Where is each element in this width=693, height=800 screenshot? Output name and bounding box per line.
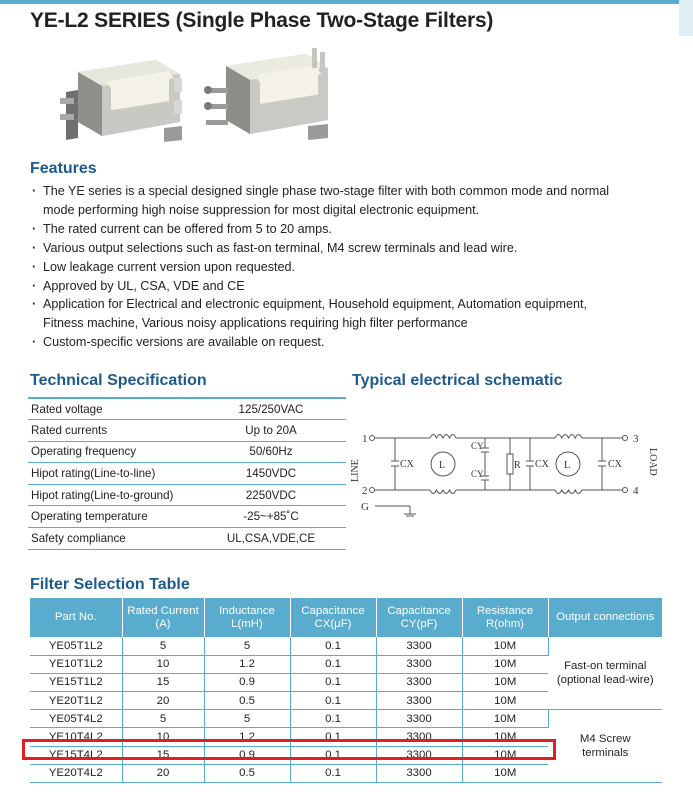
spec-value: 125/250VAC [196, 398, 346, 420]
table-cell: 10 [122, 655, 204, 673]
spec-value: 50/60Hz [196, 441, 346, 463]
table-cell: 1.2 [204, 655, 290, 673]
column-header-line: Capacitance [301, 604, 365, 617]
spec-row [28, 398, 346, 420]
column-header-unit: CY(pF) [400, 617, 438, 630]
table-cell: 0.5 [204, 764, 290, 782]
spec-row [28, 463, 346, 485]
schematic-heading: Typical electrical schematic [352, 372, 563, 389]
load-label: LOAD [647, 448, 658, 476]
spec-row [28, 506, 346, 528]
page-title: YE-L2 SERIES (Single Phase Two-Stage Filters) [30, 9, 494, 32]
column-header [548, 598, 662, 637]
table-cell: 0.1 [290, 746, 376, 764]
table-cell: 3300 [376, 746, 462, 764]
column-header-unit: (A) [155, 617, 171, 630]
feature-item: · Various output selections such as fast-on terminal, M4 screw terminals and lead wire. [32, 239, 672, 258]
table-cell: 3300 [376, 710, 462, 728]
column-header-line: Part No. [54, 611, 97, 623]
spec-value: UL,CSA,VDE,CE [196, 528, 346, 550]
spec-row [28, 484, 346, 506]
table-cell: 0.1 [290, 764, 376, 782]
output-connection-cell [548, 637, 662, 710]
spec-label: Safety compliance [28, 528, 196, 550]
column-header-line: Output connections [556, 611, 655, 623]
table-cell: 3300 [376, 673, 462, 691]
part-number-cell: YE20T4L2 [30, 764, 122, 782]
feature-item: · The rated current can be offered from 5 to 20 amps. [32, 220, 672, 239]
spec-value: Up to 20A [196, 420, 346, 442]
column-header-line: Capacitance [387, 604, 451, 617]
table-cell: 15 [122, 673, 204, 691]
spec-label: Operating temperature [28, 506, 196, 528]
column-header [376, 598, 462, 637]
features-heading: Features [30, 160, 97, 177]
part-number-cell: YE20T1L2 [30, 692, 122, 710]
column-header [462, 598, 548, 637]
terminal-2-label: 2 [362, 485, 368, 497]
feature-item: · Approved by UL, CSA, VDE and CE [32, 277, 672, 296]
feature-item-continuation: mode performing high noise suppression for most digital electronic equipment. [43, 202, 480, 217]
terminal-1-label: 1 [362, 433, 368, 445]
output-connection-line: Fast-on terminal [564, 660, 647, 673]
column-header-line: Resistance [476, 604, 534, 617]
table-cell: 0.1 [290, 710, 376, 728]
column-header [30, 598, 122, 637]
table-row [30, 637, 662, 655]
column-header-unit: CX(μF) [314, 617, 352, 630]
table-cell: 0.1 [290, 655, 376, 673]
column-header [122, 598, 204, 637]
spec-label: Hipot rating(Line-to-ground) [28, 484, 196, 506]
spec-label: Rated currents [28, 420, 196, 442]
spec-label: Operating frequency [28, 441, 196, 463]
table-cell: 5 [122, 637, 204, 655]
spec-value: -25~+85˚C [196, 506, 346, 528]
top-accent-bar [0, 0, 693, 4]
table-cell: 5 [204, 710, 290, 728]
inductor-right-label: L [564, 460, 571, 471]
table-cell: 0.1 [290, 728, 376, 746]
product-image-screw-terminal [196, 38, 336, 156]
part-number-cell: YE15T4L2 [30, 746, 122, 764]
line-label: LINE [350, 459, 361, 482]
table-cell: 10M [462, 728, 548, 746]
column-header-line: Inductance [219, 604, 275, 617]
spec-row [28, 441, 346, 463]
table-cell: 0.5 [204, 692, 290, 710]
cy-top-label: CY [471, 441, 484, 451]
column-header-unit: L(mH) [231, 617, 263, 630]
output-connection-cell [548, 710, 662, 783]
feature-item: · Application for Electrical and electronic equipment, Household equipment, Automation equipment, [32, 295, 672, 314]
features-list [32, 182, 672, 352]
part-number-cell: YE05T4L2 [30, 710, 122, 728]
table-cell: 10M [462, 764, 548, 782]
table-cell: 0.9 [204, 746, 290, 764]
spec-value: 2250VDC [196, 484, 346, 506]
column-header-unit: R(ohm) [486, 617, 524, 630]
table-cell: 3300 [376, 764, 462, 782]
table-cell: 20 [122, 692, 204, 710]
table-cell: 10M [462, 746, 548, 764]
column-header [204, 598, 290, 637]
spec-label: Hipot rating(Line-to-line) [28, 463, 196, 485]
inductor-left-label: L [439, 460, 446, 471]
table-cell: 3300 [376, 637, 462, 655]
spec-row [28, 528, 346, 550]
table-cell: 3300 [376, 655, 462, 673]
table-cell: 10M [462, 655, 548, 673]
tech-spec-heading: Technical Specification [30, 372, 207, 389]
table-cell: 1.2 [204, 728, 290, 746]
output-connection-line: terminals [582, 747, 629, 760]
table-cell: 10M [462, 710, 548, 728]
product-image-fast-on [56, 42, 186, 150]
part-number-cell: YE15T1L2 [30, 673, 122, 691]
part-number-cell: YE10T4L2 [30, 728, 122, 746]
table-cell: 10M [462, 692, 548, 710]
corner-accent [679, 0, 693, 36]
terminal-4-label: 4 [633, 485, 639, 497]
table-cell: 10 [122, 728, 204, 746]
part-number-cell: YE05T1L2 [30, 637, 122, 655]
terminal-3-label: 3 [633, 433, 639, 445]
table-cell: 20 [122, 764, 204, 782]
column-header [290, 598, 376, 637]
cx-left-label: CX [400, 459, 414, 470]
table-cell: 0.1 [290, 637, 376, 655]
selection-heading: Filter Selection Table [30, 576, 190, 593]
part-number-cell: YE10T1L2 [30, 655, 122, 673]
cy-bottom-label: CY [471, 469, 484, 479]
output-connection-line: (optional lead-wire) [556, 674, 654, 687]
table-cell: 0.9 [204, 673, 290, 691]
spec-value: 1450VDC [196, 463, 346, 485]
cx-right-label: CX [608, 459, 622, 470]
spec-label: Rated voltage [28, 398, 196, 420]
tech-spec-table [28, 397, 346, 550]
table-cell: 3300 [376, 692, 462, 710]
table-cell: 0.1 [290, 673, 376, 691]
table-cell: 0.1 [290, 692, 376, 710]
highlighted-row-box [22, 739, 556, 760]
table-row [30, 710, 662, 728]
table-cell: 10M [462, 637, 548, 655]
table-cell: 15 [122, 746, 204, 764]
output-connection-line: M4 Screw [579, 733, 631, 746]
table-cell: 5 [122, 710, 204, 728]
feature-item: · Custom-specific versions are available on request. [32, 333, 672, 352]
feature-item: · The YE series is a special designed single phase two-stage filter with both common mode and normal [32, 182, 672, 201]
ground-label: G [361, 501, 369, 513]
feature-item-continuation: Fitness machine, Various noisy applications requiring high filter performance [43, 316, 468, 331]
column-header-line: Rated Current [127, 604, 199, 617]
table-cell: 3300 [376, 728, 462, 746]
cx-mid-label: CX [535, 459, 549, 470]
table-cell: 5 [204, 637, 290, 655]
feature-item: · Low leakage current version upon requested. [32, 258, 672, 277]
spec-row [28, 420, 346, 442]
table-cell: 10M [462, 673, 548, 691]
resistor-label: R [514, 460, 521, 471]
electrical-schematic [350, 420, 665, 520]
